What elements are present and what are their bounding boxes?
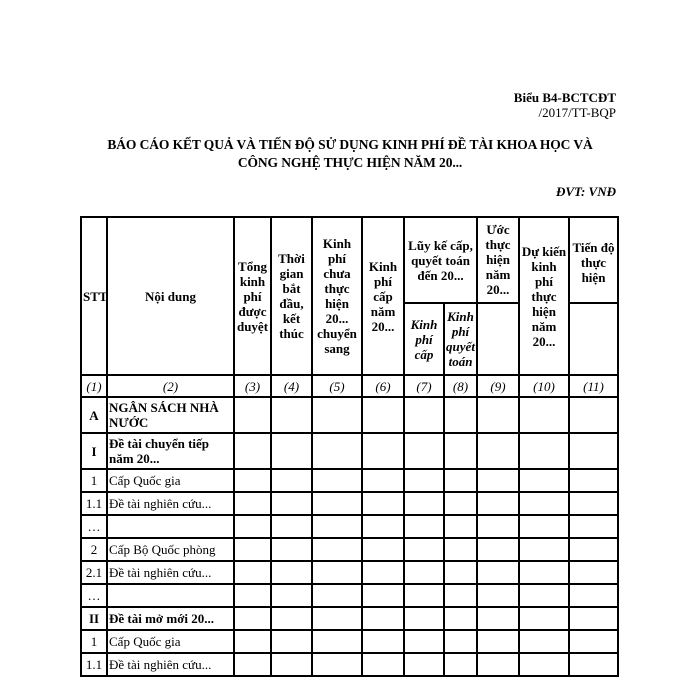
col-header-cumulative: Lũy kế cấp, quyết toán đến 20... <box>404 217 477 303</box>
row-value-cell[interactable] <box>569 433 618 469</box>
row-value-cell[interactable] <box>234 433 271 469</box>
row-value-cell[interactable] <box>477 397 519 433</box>
row-value-cell[interactable] <box>569 515 618 538</box>
row-stt: I <box>81 433 107 469</box>
row-value-cell[interactable] <box>362 397 404 433</box>
row-value-cell[interactable] <box>271 433 312 469</box>
row-value-cell[interactable] <box>444 653 477 676</box>
column-number: (5) <box>312 375 362 397</box>
row-value-cell[interactable] <box>519 515 569 538</box>
row-stt: A <box>81 397 107 433</box>
row-value-cell[interactable] <box>519 397 569 433</box>
row-content: Đề tài nghiên cứu... <box>107 653 234 676</box>
row-value-cell[interactable] <box>444 561 477 584</box>
row-value-cell[interactable] <box>444 630 477 653</box>
table-row <box>81 492 618 515</box>
row-stt: … <box>81 515 107 538</box>
form-code-block <box>514 90 616 120</box>
row-value-cell[interactable] <box>519 584 569 607</box>
row-value-cell[interactable] <box>404 515 444 538</box>
row-value-cell[interactable] <box>404 653 444 676</box>
row-value-cell[interactable] <box>569 630 618 653</box>
row-value-cell[interactable] <box>404 397 444 433</box>
row-value-cell[interactable] <box>444 469 477 492</box>
row-value-cell[interactable] <box>234 515 271 538</box>
row-value-cell[interactable] <box>477 630 519 653</box>
row-value-cell[interactable] <box>312 515 362 538</box>
row-value-cell[interactable] <box>444 584 477 607</box>
row-value-cell[interactable] <box>271 653 312 676</box>
row-value-cell[interactable] <box>444 433 477 469</box>
row-value-cell[interactable] <box>477 492 519 515</box>
row-content: Đề tài chuyển tiếp năm 20... <box>107 433 234 469</box>
row-stt: 2 <box>81 538 107 561</box>
row-content: Cấp Bộ Quốc phòng <box>107 538 234 561</box>
row-value-cell[interactable] <box>234 607 271 630</box>
row-value-cell[interactable] <box>519 607 569 630</box>
row-value-cell[interactable] <box>271 515 312 538</box>
row-value-cell[interactable] <box>404 433 444 469</box>
circular-number: /2017/TT-BQP <box>538 105 616 120</box>
table-row <box>81 433 618 469</box>
row-value-cell[interactable] <box>404 538 444 561</box>
row-value-cell[interactable] <box>362 538 404 561</box>
col-header-estimate: Ước thực hiện năm 20... <box>477 217 519 303</box>
row-value-cell[interactable] <box>362 584 404 607</box>
row-content: Cấp Quốc gia <box>107 469 234 492</box>
row-value-cell[interactable] <box>477 653 519 676</box>
row-value-cell[interactable] <box>312 469 362 492</box>
row-value-cell[interactable] <box>569 469 618 492</box>
row-content <box>107 584 234 607</box>
row-value-cell[interactable] <box>444 538 477 561</box>
report-title-line1: BÁO CÁO KẾT QUẢ VÀ TIẾN ĐỘ SỬ DỤNG KINH PHÍ ĐỀ TÀI KHOA HỌC VÀ <box>107 137 593 152</box>
row-value-cell[interactable] <box>519 538 569 561</box>
row-content: NGÂN SÁCH NHÀ NƯỚC <box>107 397 234 433</box>
row-value-cell[interactable] <box>362 515 404 538</box>
row-value-cell[interactable] <box>271 584 312 607</box>
column-number: (3) <box>234 375 271 397</box>
row-value-cell[interactable] <box>477 538 519 561</box>
row-value-cell[interactable] <box>569 538 618 561</box>
row-value-cell[interactable] <box>312 584 362 607</box>
row-stt: 1.1 <box>81 653 107 676</box>
col-header-total-approved: Tổng kinh phí được duyệt <box>234 217 271 375</box>
row-content <box>107 515 234 538</box>
col-header-stt: STT <box>81 217 107 375</box>
row-value-cell[interactable] <box>569 397 618 433</box>
row-value-cell[interactable] <box>312 561 362 584</box>
column-number: (10) <box>519 375 569 397</box>
report-title <box>80 136 620 172</box>
table-row <box>81 607 618 630</box>
row-value-cell[interactable] <box>519 561 569 584</box>
row-value-cell[interactable] <box>271 538 312 561</box>
row-stt: … <box>81 584 107 607</box>
row-value-cell[interactable] <box>444 515 477 538</box>
row-value-cell[interactable] <box>444 397 477 433</box>
row-content: Đề tài mở mới 20... <box>107 607 234 630</box>
row-value-cell[interactable] <box>477 469 519 492</box>
report-title-line2: CÔNG NGHỆ THỰC HIỆN NĂM 20... <box>237 155 463 170</box>
row-value-cell[interactable] <box>477 561 519 584</box>
row-value-cell[interactable] <box>404 607 444 630</box>
form-code: Biểu B4-BCTCĐT <box>513 90 616 105</box>
row-value-cell[interactable] <box>519 433 569 469</box>
row-value-cell[interactable] <box>312 433 362 469</box>
row-value-cell[interactable] <box>271 397 312 433</box>
table-row <box>81 515 618 538</box>
column-number-row <box>81 375 618 397</box>
table-row <box>81 653 618 676</box>
currency-unit: ĐVT: VNĐ <box>555 184 616 199</box>
col-header-progress: Tiến độ thực hiện <box>569 217 618 303</box>
row-value-cell[interactable] <box>234 538 271 561</box>
row-value-cell[interactable] <box>362 630 404 653</box>
row-value-cell[interactable] <box>477 515 519 538</box>
column-number: (8) <box>444 375 477 397</box>
table-row <box>81 397 618 433</box>
col-header-progress-blank <box>569 303 618 375</box>
row-stt: 1 <box>81 469 107 492</box>
row-value-cell[interactable] <box>312 630 362 653</box>
row-content: Đề tài nghiên cứu... <box>107 561 234 584</box>
row-value-cell[interactable] <box>312 538 362 561</box>
row-value-cell[interactable] <box>444 607 477 630</box>
column-number: (2) <box>107 375 234 397</box>
table-row <box>81 584 618 607</box>
row-value-cell[interactable] <box>477 584 519 607</box>
col-header-cumulative-allocated: Kinh phí cấp <box>404 303 444 375</box>
row-value-cell[interactable] <box>312 653 362 676</box>
row-value-cell[interactable] <box>362 561 404 584</box>
row-value-cell[interactable] <box>569 561 618 584</box>
col-header-allocated: Kinh phí cấp năm 20... <box>362 217 404 375</box>
row-value-cell[interactable] <box>271 607 312 630</box>
row-value-cell[interactable] <box>271 561 312 584</box>
row-value-cell[interactable] <box>569 584 618 607</box>
row-content: Cấp Quốc gia <box>107 630 234 653</box>
table-row <box>81 630 618 653</box>
row-value-cell[interactable] <box>234 492 271 515</box>
column-number: (4) <box>271 375 312 397</box>
row-value-cell[interactable] <box>404 561 444 584</box>
row-value-cell[interactable] <box>404 492 444 515</box>
row-value-cell[interactable] <box>519 653 569 676</box>
col-header-cumulative-settled: Kinh phí quyết toán <box>444 303 477 375</box>
row-value-cell[interactable] <box>404 584 444 607</box>
column-number: (11) <box>569 375 618 397</box>
table-body <box>81 397 618 676</box>
row-value-cell[interactable] <box>234 469 271 492</box>
row-value-cell[interactable] <box>362 607 404 630</box>
table-row <box>81 538 618 561</box>
row-stt: II <box>81 607 107 630</box>
report-table <box>80 216 619 677</box>
row-stt: 1 <box>81 630 107 653</box>
row-content: Đề tài nghiên cứu... <box>107 492 234 515</box>
row-value-cell[interactable] <box>362 469 404 492</box>
col-header-forecast: Dự kiến kinh phí thực hiện năm 20... <box>519 217 569 375</box>
column-number: (6) <box>362 375 404 397</box>
row-value-cell[interactable] <box>569 653 618 676</box>
row-value-cell[interactable] <box>477 433 519 469</box>
row-stt: 2.1 <box>81 561 107 584</box>
row-value-cell[interactable] <box>519 469 569 492</box>
col-header-estimate-blank <box>477 303 519 375</box>
row-value-cell[interactable] <box>569 607 618 630</box>
row-value-cell[interactable] <box>271 492 312 515</box>
row-value-cell[interactable] <box>569 492 618 515</box>
col-header-unspent: Kinh phí chưa thực hiện 20... chuyển sang <box>312 217 362 375</box>
col-header-content: Nội dung <box>107 217 234 375</box>
column-number: (1) <box>81 375 107 397</box>
column-number: (9) <box>477 375 519 397</box>
row-value-cell[interactable] <box>234 397 271 433</box>
table-row <box>81 561 618 584</box>
row-value-cell[interactable] <box>519 630 569 653</box>
row-value-cell[interactable] <box>312 607 362 630</box>
row-value-cell[interactable] <box>519 492 569 515</box>
row-stt: 1.1 <box>81 492 107 515</box>
row-value-cell[interactable] <box>362 433 404 469</box>
row-value-cell[interactable] <box>362 653 404 676</box>
row-value-cell[interactable] <box>234 653 271 676</box>
row-value-cell[interactable] <box>312 492 362 515</box>
row-value-cell[interactable] <box>404 469 444 492</box>
column-number: (7) <box>404 375 444 397</box>
col-header-time: Thời gian bắt đầu, kết thúc <box>271 217 312 375</box>
row-value-cell[interactable] <box>404 630 444 653</box>
row-value-cell[interactable] <box>234 561 271 584</box>
row-value-cell[interactable] <box>362 492 404 515</box>
table-row <box>81 469 618 492</box>
row-value-cell[interactable] <box>444 492 477 515</box>
row-value-cell[interactable] <box>234 630 271 653</box>
row-value-cell[interactable] <box>312 397 362 433</box>
row-value-cell[interactable] <box>477 607 519 630</box>
row-value-cell[interactable] <box>271 630 312 653</box>
row-value-cell[interactable] <box>234 584 271 607</box>
row-value-cell[interactable] <box>271 469 312 492</box>
